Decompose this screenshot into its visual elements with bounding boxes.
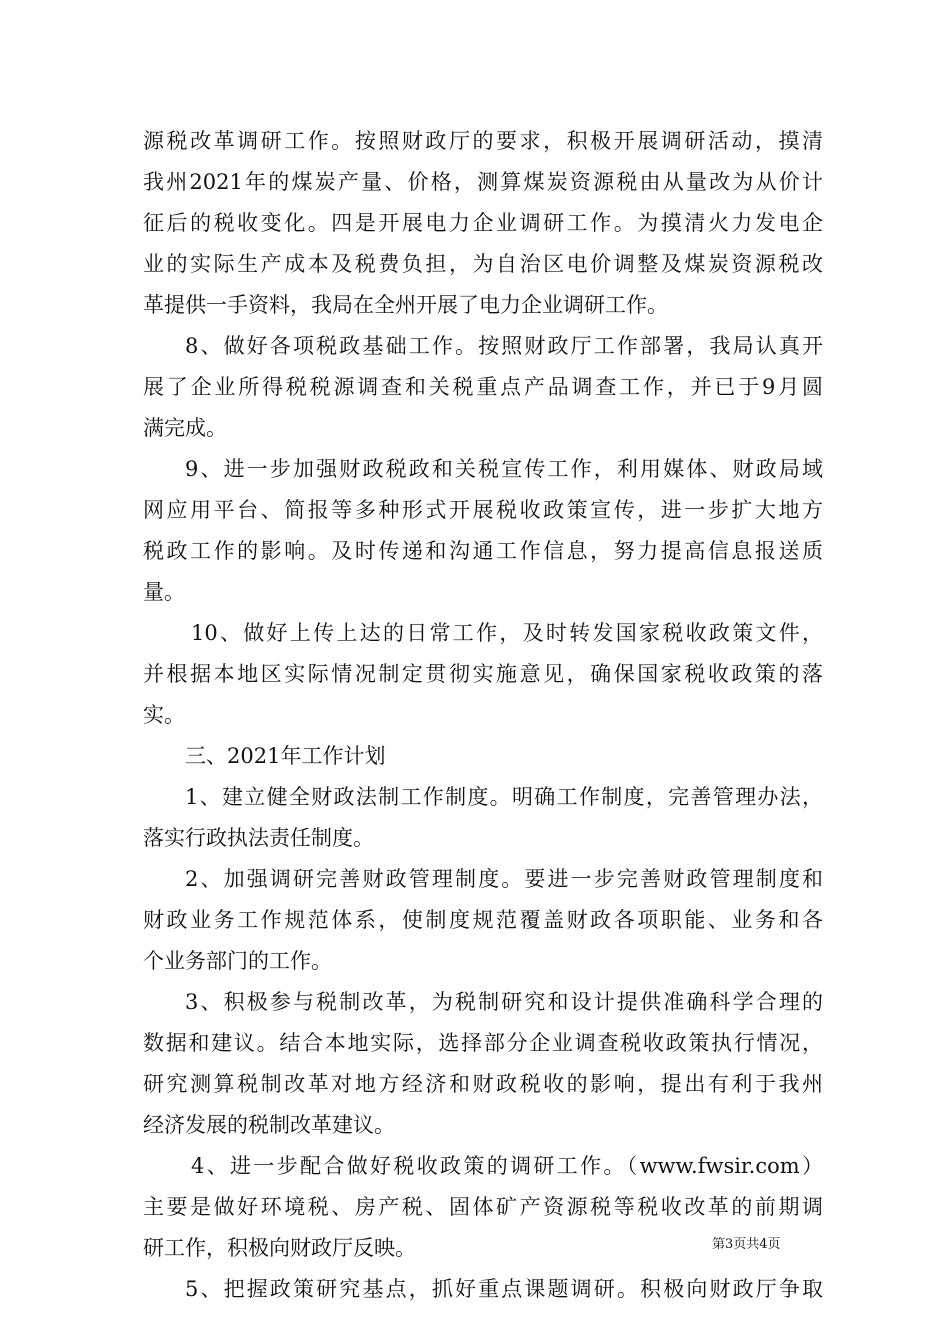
text-line: 网应用平台、简报等多种形式开展税收政策宣传，进一步扩大地方 [143, 498, 823, 522]
text-line: 并根据本地区实际情况制定贯彻实施意见，确保国家税收政策的落 [143, 662, 823, 686]
text-line: 财政业务工作规范体系，使制度规范覆盖财政各项职能、业务和各 [143, 908, 823, 932]
text-line: 9、进一步加强财政税政和关税宣传工作，利用媒体、财政局域 [185, 457, 823, 481]
text-line: 三、2021年工作计划 [185, 744, 386, 768]
text-line: 2、加强调研完善财政管理制度。要进一步完善财政管理制度和 [185, 867, 823, 891]
text-line: 研工作，积极向财政厅反映。 [143, 1236, 416, 1260]
text-line: 满完成。 [143, 416, 227, 440]
text-line: 革提供一手资料，我局在全州开展了电力企业调研工作。 [143, 293, 668, 317]
document-body [143, 121, 823, 1310]
text-line: 量。 [143, 580, 185, 604]
text-line: 我州2021年的煤炭产量、价格，测算煤炭资源税由从量改为从价计 [143, 170, 823, 194]
text-line: 业的实际生产成本及税费负担，为自治区电价调整及煤炭资源税改 [143, 252, 823, 276]
text-line: 展了企业所得税税源调查和关税重点产品调查工作，并已于9月圆 [143, 375, 823, 399]
text-line: 研究测算税制改革对地方经济和财政税收的影响，提出有利于我州 [143, 1072, 823, 1096]
text-line: 4、进一步配合做好税收政策的调研工作。（www.fwsir.com） [191, 1154, 823, 1178]
text-line: 1、建立健全财政法制工作制度。明确工作制度，完善管理办法， [185, 785, 823, 809]
text-line: 实。 [143, 703, 185, 727]
text-line: 源税改革调研工作。按照财政厅的要求，积极开展调研活动，摸清 [143, 129, 823, 153]
text-line: 经济发展的税制改革建议。 [143, 1113, 395, 1137]
text-line: 主要是做好环境税、房产税、固体矿产资源税等税收改革的前期调 [143, 1195, 823, 1219]
text-line: 个业务部门的工作。 [143, 949, 332, 973]
text-line: 数据和建议。结合本地实际，选择部分企业调查税收政策执行情况， [143, 1031, 823, 1055]
text-line: 8、做好各项税政基础工作。按照财政厅工作部署，我局认真开 [185, 334, 823, 358]
page-number-footer: 第3页共4页 [712, 1237, 781, 1252]
text-line: 落实行政执法责任制度。 [143, 826, 374, 850]
text-line: 3、积极参与税制改革，为税制研究和设计提供准确科学合理的 [185, 990, 823, 1014]
text-line: 5、把握政策研究基点，抓好重点课题调研。积极向财政厅争取 [185, 1277, 823, 1301]
text-line: 征后的税收变化。四是开展电力企业调研工作。为摸清火力发电企 [143, 211, 823, 235]
text-line: 税政工作的影响。及时传递和沟通工作信息，努力提高信息报送质 [143, 539, 823, 563]
text-line: 10、做好上传上达的日常工作，及时转发国家税收政策文件， [191, 621, 823, 645]
